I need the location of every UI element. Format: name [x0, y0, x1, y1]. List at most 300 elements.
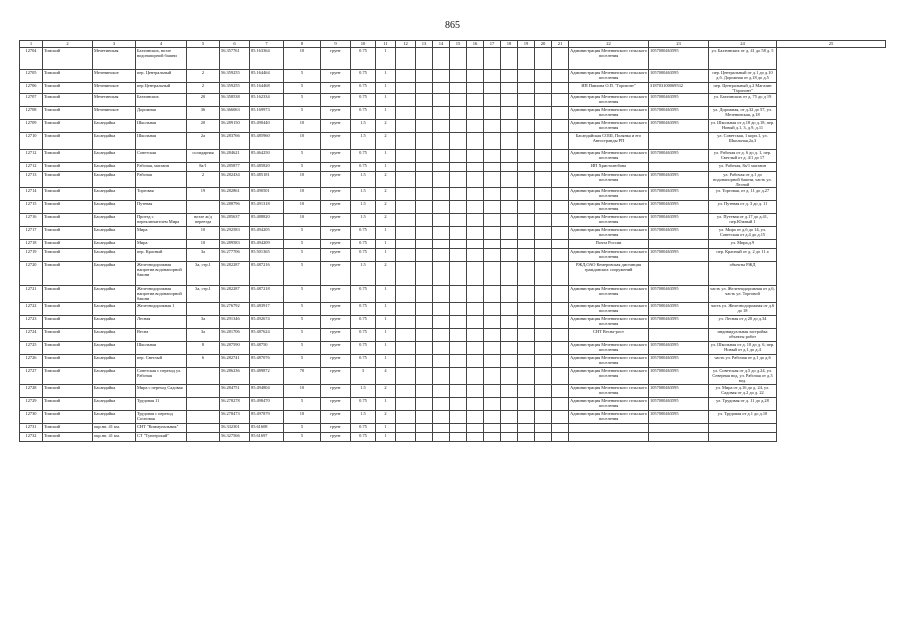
table-cell [484, 368, 501, 385]
table-cell: 12717 [20, 227, 43, 240]
table-cell: 56.281706 [220, 329, 250, 342]
table-cell: Томский [43, 398, 93, 411]
table-cell: Железнодорожная напротив водонапорной башни [136, 262, 187, 286]
table-cell: Трудовая 11 [136, 398, 187, 411]
column-number: 10 [351, 41, 376, 48]
table-cell [484, 262, 501, 286]
table-cell: 2 [376, 262, 396, 286]
table-cell [396, 48, 416, 70]
table-cell: 4 [376, 368, 396, 385]
table-cell [518, 201, 535, 214]
table-cell [467, 70, 484, 83]
table-cell [416, 107, 433, 120]
table-cell [501, 262, 518, 286]
table-cell: Мира [136, 240, 187, 249]
table-cell [518, 150, 535, 163]
table-cell [396, 398, 416, 411]
table-cell: 10 [284, 201, 321, 214]
table-cell [552, 316, 569, 329]
table-cell: грунт [321, 262, 351, 286]
table-cell: ул. Советская от д.5 до д.24, ул. Северная вод, ул. Рабочая от д.3 вод. [709, 368, 777, 385]
column-number: 3 [93, 41, 136, 48]
table-cell [467, 188, 484, 201]
table-cell: грунт [321, 201, 351, 214]
table-cell: 1057000463595 [649, 227, 709, 240]
table-cell: 85.498470 [250, 398, 284, 411]
table-cell: Басандайка [93, 316, 136, 329]
table-cell: Басандайка [93, 303, 136, 316]
table-cell [467, 433, 484, 442]
table-cell: 12732 [20, 433, 43, 442]
table-row [20, 385, 886, 398]
table-cell: Томский [43, 433, 93, 442]
table-cell [433, 214, 450, 227]
table-cell: 5 [284, 424, 321, 433]
table-cell: 12713 [20, 172, 43, 188]
table-cell: 12730 [20, 411, 43, 424]
column-number: 18 [501, 41, 518, 48]
table-cell [467, 172, 484, 188]
table-cell [552, 172, 569, 188]
column-number: 19 [518, 41, 535, 48]
table-cell: 3a [187, 316, 220, 329]
table-cell [535, 150, 552, 163]
table-cell: Томский [43, 286, 93, 303]
table-cell: Томский [43, 424, 93, 433]
table-cell [484, 355, 501, 368]
table-cell: часть ул. Железнодорожная от д.6, часть ул. Торговой [709, 286, 777, 303]
table-cell [552, 342, 569, 355]
table-cell: 0.75 [351, 227, 376, 240]
table-cell: 2 [376, 172, 396, 188]
table-cell [450, 94, 467, 107]
table-cell: Томский [43, 342, 93, 355]
table-cell: 1057000463595 [649, 286, 709, 303]
table-cell [649, 163, 709, 172]
table-cell: 5 [284, 398, 321, 411]
table-cell [396, 249, 416, 262]
table-cell: ул. Бахтинских от д. 75 до д 19 [709, 94, 777, 107]
table-cell: 5 [284, 83, 321, 94]
column-number: 12 [396, 41, 416, 48]
table-cell [709, 424, 777, 433]
table-cell [433, 94, 450, 107]
table-cell [518, 303, 535, 316]
table-cell: 85.169973 [250, 107, 284, 120]
table-cell: Администрация Мезенинского сельского поселения [569, 355, 649, 368]
table-cell: 85.491318 [250, 201, 284, 214]
table-cell [501, 133, 518, 150]
table-cell: 85.164464 [250, 70, 284, 83]
table-cell: Басандайка [93, 240, 136, 249]
table-cell: Томский [43, 227, 93, 240]
table-cell: 1 [376, 342, 396, 355]
table-cell: Администрация Мезенинского сельского поселения [569, 120, 649, 133]
column-number: 13 [416, 41, 433, 48]
table-cell [501, 329, 518, 342]
table-row [20, 70, 886, 83]
table-cell: 85.162334 [250, 94, 284, 107]
table-cell: Путевая [136, 201, 187, 214]
table-cell: Рабочая [136, 172, 187, 188]
table-cell [467, 424, 484, 433]
table-cell: 56.277706 [220, 249, 250, 262]
table-cell [450, 201, 467, 214]
table-cell: Железнодорожная напротив водонапорной башни [136, 286, 187, 303]
table-cell: грунт [321, 240, 351, 249]
column-number: 7 [250, 41, 284, 48]
table-cell [450, 303, 467, 316]
table-cell: грунт [321, 316, 351, 329]
table-cell [535, 329, 552, 342]
table-cell [501, 355, 518, 368]
table-cell: Администрация Мезенинского сельского поселения [569, 385, 649, 398]
table-cell [396, 83, 416, 94]
table-cell: Басандайка [93, 262, 136, 286]
table-cell: 2 [376, 201, 396, 214]
table-cell: ул. Рабочая, 8a/1 магазин [709, 163, 777, 172]
table-cell: 56.282434 [220, 172, 250, 188]
table-cell: 0.75 [351, 316, 376, 329]
table-cell: 1 [376, 94, 396, 107]
table-cell [518, 385, 535, 398]
table-cell: 56.287590 [220, 342, 250, 355]
table-cell [467, 94, 484, 107]
table-cell [484, 120, 501, 133]
table-cell: 0.75 [351, 286, 376, 303]
table-cell: 1.5 [351, 188, 376, 201]
table-cell [396, 214, 416, 227]
table-cell: 8 [187, 342, 220, 355]
table-cell [467, 201, 484, 214]
table-cell: 0.75 [351, 398, 376, 411]
table-cell: грунт [321, 150, 351, 163]
table-cell [501, 227, 518, 240]
table-cell: ИП Христолюбова [569, 163, 649, 172]
table-cell: 2 [187, 83, 220, 94]
table-cell [484, 107, 501, 120]
table-cell [484, 172, 501, 188]
table-row [20, 150, 886, 163]
table-cell [396, 316, 416, 329]
table-cell [501, 94, 518, 107]
table-cell [535, 201, 552, 214]
table-cell [450, 329, 467, 342]
table-cell: Басандайка [93, 342, 136, 355]
table-cell: грунт [321, 133, 351, 150]
table-cell: 3a, стр.1 [187, 262, 220, 286]
table-cell [396, 172, 416, 188]
table-cell [552, 214, 569, 227]
table-cell: Томский [43, 355, 93, 368]
table-cell: 2 [376, 385, 396, 398]
table-cell: грунт [321, 411, 351, 424]
table-cell [535, 424, 552, 433]
table-cell: 85.490501 [250, 188, 284, 201]
table-cell: 20 [187, 94, 220, 107]
table-cell [396, 286, 416, 303]
table-cell [433, 411, 450, 424]
table-cell [518, 286, 535, 303]
table-cell [467, 316, 484, 329]
table-cell: ул. Мира от д.6 до 14, ул. Советская от д.4 до д.15 [709, 227, 777, 240]
table-cell: 12731 [20, 424, 43, 433]
table-cell [484, 83, 501, 94]
table-cell [187, 368, 220, 385]
table-row [20, 433, 886, 442]
table-cell: 1.5 [351, 120, 376, 133]
table-cell: 1.5 [351, 133, 376, 150]
table-cell: 0.75 [351, 94, 376, 107]
table-cell: Томский [43, 201, 93, 214]
table-row [20, 355, 886, 368]
table-cell [518, 342, 535, 355]
table-cell [416, 48, 433, 70]
table-cell: Томский [43, 303, 93, 316]
table-cell: 85.497879 [250, 411, 284, 424]
table-cell: возле ж/д переезда [187, 214, 220, 227]
table-cell [649, 424, 709, 433]
table-cell [450, 433, 467, 442]
table-cell: 1057000463595 [649, 107, 709, 120]
table-cell [535, 355, 552, 368]
table-cell: 0.75 [351, 303, 376, 316]
table-cell [187, 201, 220, 214]
table-cell: 5 [284, 150, 321, 163]
table-cell [535, 133, 552, 150]
table-cell [501, 201, 518, 214]
table-cell: 5 [284, 433, 321, 442]
table-cell [450, 316, 467, 329]
table-cell: Лесная [136, 316, 187, 329]
table-cell [535, 120, 552, 133]
table-cell [467, 368, 484, 385]
table-cell: 12712 [20, 150, 43, 163]
table-cell: Проезд с переключателем Мира [136, 214, 187, 227]
table-cell: Томский [43, 249, 93, 262]
table-cell [501, 172, 518, 188]
table-cell [450, 342, 467, 355]
table-cell: 5 [284, 329, 321, 342]
table-cell: 56.276792 [220, 303, 250, 316]
table-cell [535, 94, 552, 107]
page-number: 865 [445, 20, 460, 31]
table-cell [518, 94, 535, 107]
table-cell [484, 249, 501, 262]
table-cell [467, 385, 484, 398]
table-cell: Басандайка [93, 201, 136, 214]
table-cell [552, 120, 569, 133]
table-cell [396, 227, 416, 240]
table-cell: 2 [376, 214, 396, 227]
table-cell: 1 [376, 303, 396, 316]
table-cell: Томский [43, 411, 93, 424]
table-cell [518, 107, 535, 120]
table-cell: 1 [376, 107, 396, 120]
table-cell [552, 48, 569, 70]
column-number: 15 [450, 41, 467, 48]
table-cell: 85.492674 [250, 316, 284, 329]
table-cell: Администрация Мезенинского сельского поселения [569, 303, 649, 316]
table-cell: Басандайка [93, 286, 136, 303]
table-cell: 3a, стр.1 [187, 286, 220, 303]
table-cell [501, 286, 518, 303]
table-cell [467, 163, 484, 172]
table-cell: Почта России [569, 240, 649, 249]
table-cell: 1057000463595 [649, 48, 709, 70]
table-cell [416, 286, 433, 303]
table-cell: 12722 [20, 303, 43, 316]
table-cell: 56.284751 [220, 385, 250, 398]
table-cell [450, 424, 467, 433]
table-cell: пер. Красный [136, 249, 187, 262]
table-cell: 56.289150 [220, 120, 250, 133]
table-cell: 1.5 [351, 411, 376, 424]
table-cell [518, 368, 535, 385]
table-cell [501, 150, 518, 163]
table-cell [396, 411, 416, 424]
table-cell [484, 316, 501, 329]
table-cell: Томский [43, 214, 93, 227]
table-cell: 12704 [20, 48, 43, 70]
table-cell: пер. Центральный д.2 Магазин "Горизонт" [709, 83, 777, 94]
table-cell: Администрация Мезенинского сельского поселения [569, 286, 649, 303]
table-row [20, 316, 886, 329]
table-cell: 12726 [20, 355, 43, 368]
table-cell [552, 249, 569, 262]
table-cell [450, 227, 467, 240]
table-cell: 1057000463595 [649, 94, 709, 107]
table-cell [450, 214, 467, 227]
table-cell [416, 303, 433, 316]
table-cell [433, 329, 450, 342]
table-cell: 12706 [20, 83, 43, 94]
table-cell: 85.490440 [250, 120, 284, 133]
table-cell: Администрация Мезенинского сельского поселения [569, 227, 649, 240]
table-cell: Администрация Мезенинского сельского поселения [569, 150, 649, 163]
table-cell [552, 368, 569, 385]
table-cell: 56.332301 [220, 424, 250, 433]
table-cell: 85.483917 [250, 303, 284, 316]
table-row [20, 83, 886, 94]
table-cell [535, 262, 552, 286]
table-cell [450, 368, 467, 385]
table-cell [518, 262, 535, 286]
table-cell [501, 240, 518, 249]
table-cell [433, 262, 450, 286]
table-cell [450, 133, 467, 150]
table-cell: Мира с переход Садовая [136, 385, 187, 398]
table-cell: 1 [376, 70, 396, 83]
table-cell [535, 83, 552, 94]
table-cell: Басандайка [93, 133, 136, 150]
table-cell [416, 172, 433, 188]
table-cell: 56.366063 [220, 107, 250, 120]
table-cell [484, 70, 501, 83]
table-cell: Томский [43, 83, 93, 94]
table-cell: грунт [321, 424, 351, 433]
table-cell [450, 398, 467, 411]
table-cell [501, 249, 518, 262]
table-row [20, 249, 886, 262]
table-cell: Басандайка [93, 163, 136, 172]
column-number: 11 [376, 41, 396, 48]
table-cell: 85.487218 [250, 286, 284, 303]
table-cell [535, 172, 552, 188]
table-cell: Басандайка [93, 188, 136, 201]
table-cell [535, 433, 552, 442]
table-cell [501, 188, 518, 201]
table-cell: пер.Центральный [136, 83, 187, 94]
table-cell [649, 262, 709, 286]
table-row [20, 329, 886, 342]
table-cell: 1.5 [351, 214, 376, 227]
table-cell [535, 163, 552, 172]
table-cell: 12719 [20, 249, 43, 262]
table-cell: Томский [43, 188, 93, 201]
table-cell [518, 424, 535, 433]
table-cell [501, 342, 518, 355]
table-cell [484, 94, 501, 107]
column-number: 22 [569, 41, 649, 48]
table-cell: индивидуальная застройка объекты работ [709, 329, 777, 342]
table-cell [433, 150, 450, 163]
table-cell: 85.487216 [250, 262, 284, 286]
table-cell: 2 [376, 120, 396, 133]
table-cell [484, 385, 501, 398]
table-cell [433, 355, 450, 368]
table-cell [467, 133, 484, 150]
table-cell [433, 70, 450, 83]
table-cell: 85.487076 [250, 355, 284, 368]
table-cell [416, 411, 433, 424]
table-cell [518, 398, 535, 411]
table-cell [433, 48, 450, 70]
table-cell: 1 [376, 163, 396, 172]
table-cell [535, 214, 552, 227]
table-cell [450, 120, 467, 133]
table-cell: 1057000463595 [649, 342, 709, 355]
table-cell: 85.489872 [250, 368, 284, 385]
table-cell [433, 172, 450, 188]
table-cell: 85.494804 [250, 385, 284, 398]
table-cell: Советская с переход ул. Рабочая [136, 368, 187, 385]
table-cell [396, 342, 416, 355]
table-cell [416, 249, 433, 262]
table-cell: грунт [321, 188, 351, 201]
table-cell: 10 [284, 411, 321, 424]
table-cell [518, 48, 535, 70]
table-cell [501, 303, 518, 316]
table-cell: ул. Лесная от д 20 до д.34 [709, 316, 777, 329]
table-cell: 5 [284, 342, 321, 355]
table-cell: 2 [376, 411, 396, 424]
table-cell: Басандайка [93, 172, 136, 188]
table-cell [709, 433, 777, 442]
table-cell [484, 48, 501, 70]
table-cell [433, 163, 450, 172]
table-cell [467, 329, 484, 342]
table-cell: 1057000463595 [649, 150, 709, 163]
table-cell: Томский [43, 70, 93, 83]
table-cell [467, 48, 484, 70]
table-cell [467, 150, 484, 163]
table-cell: 1057000463595 [649, 120, 709, 133]
table-row [20, 201, 886, 214]
table-cell [433, 120, 450, 133]
table-cell: 3a [187, 329, 220, 342]
table-cell: грунт [321, 355, 351, 368]
